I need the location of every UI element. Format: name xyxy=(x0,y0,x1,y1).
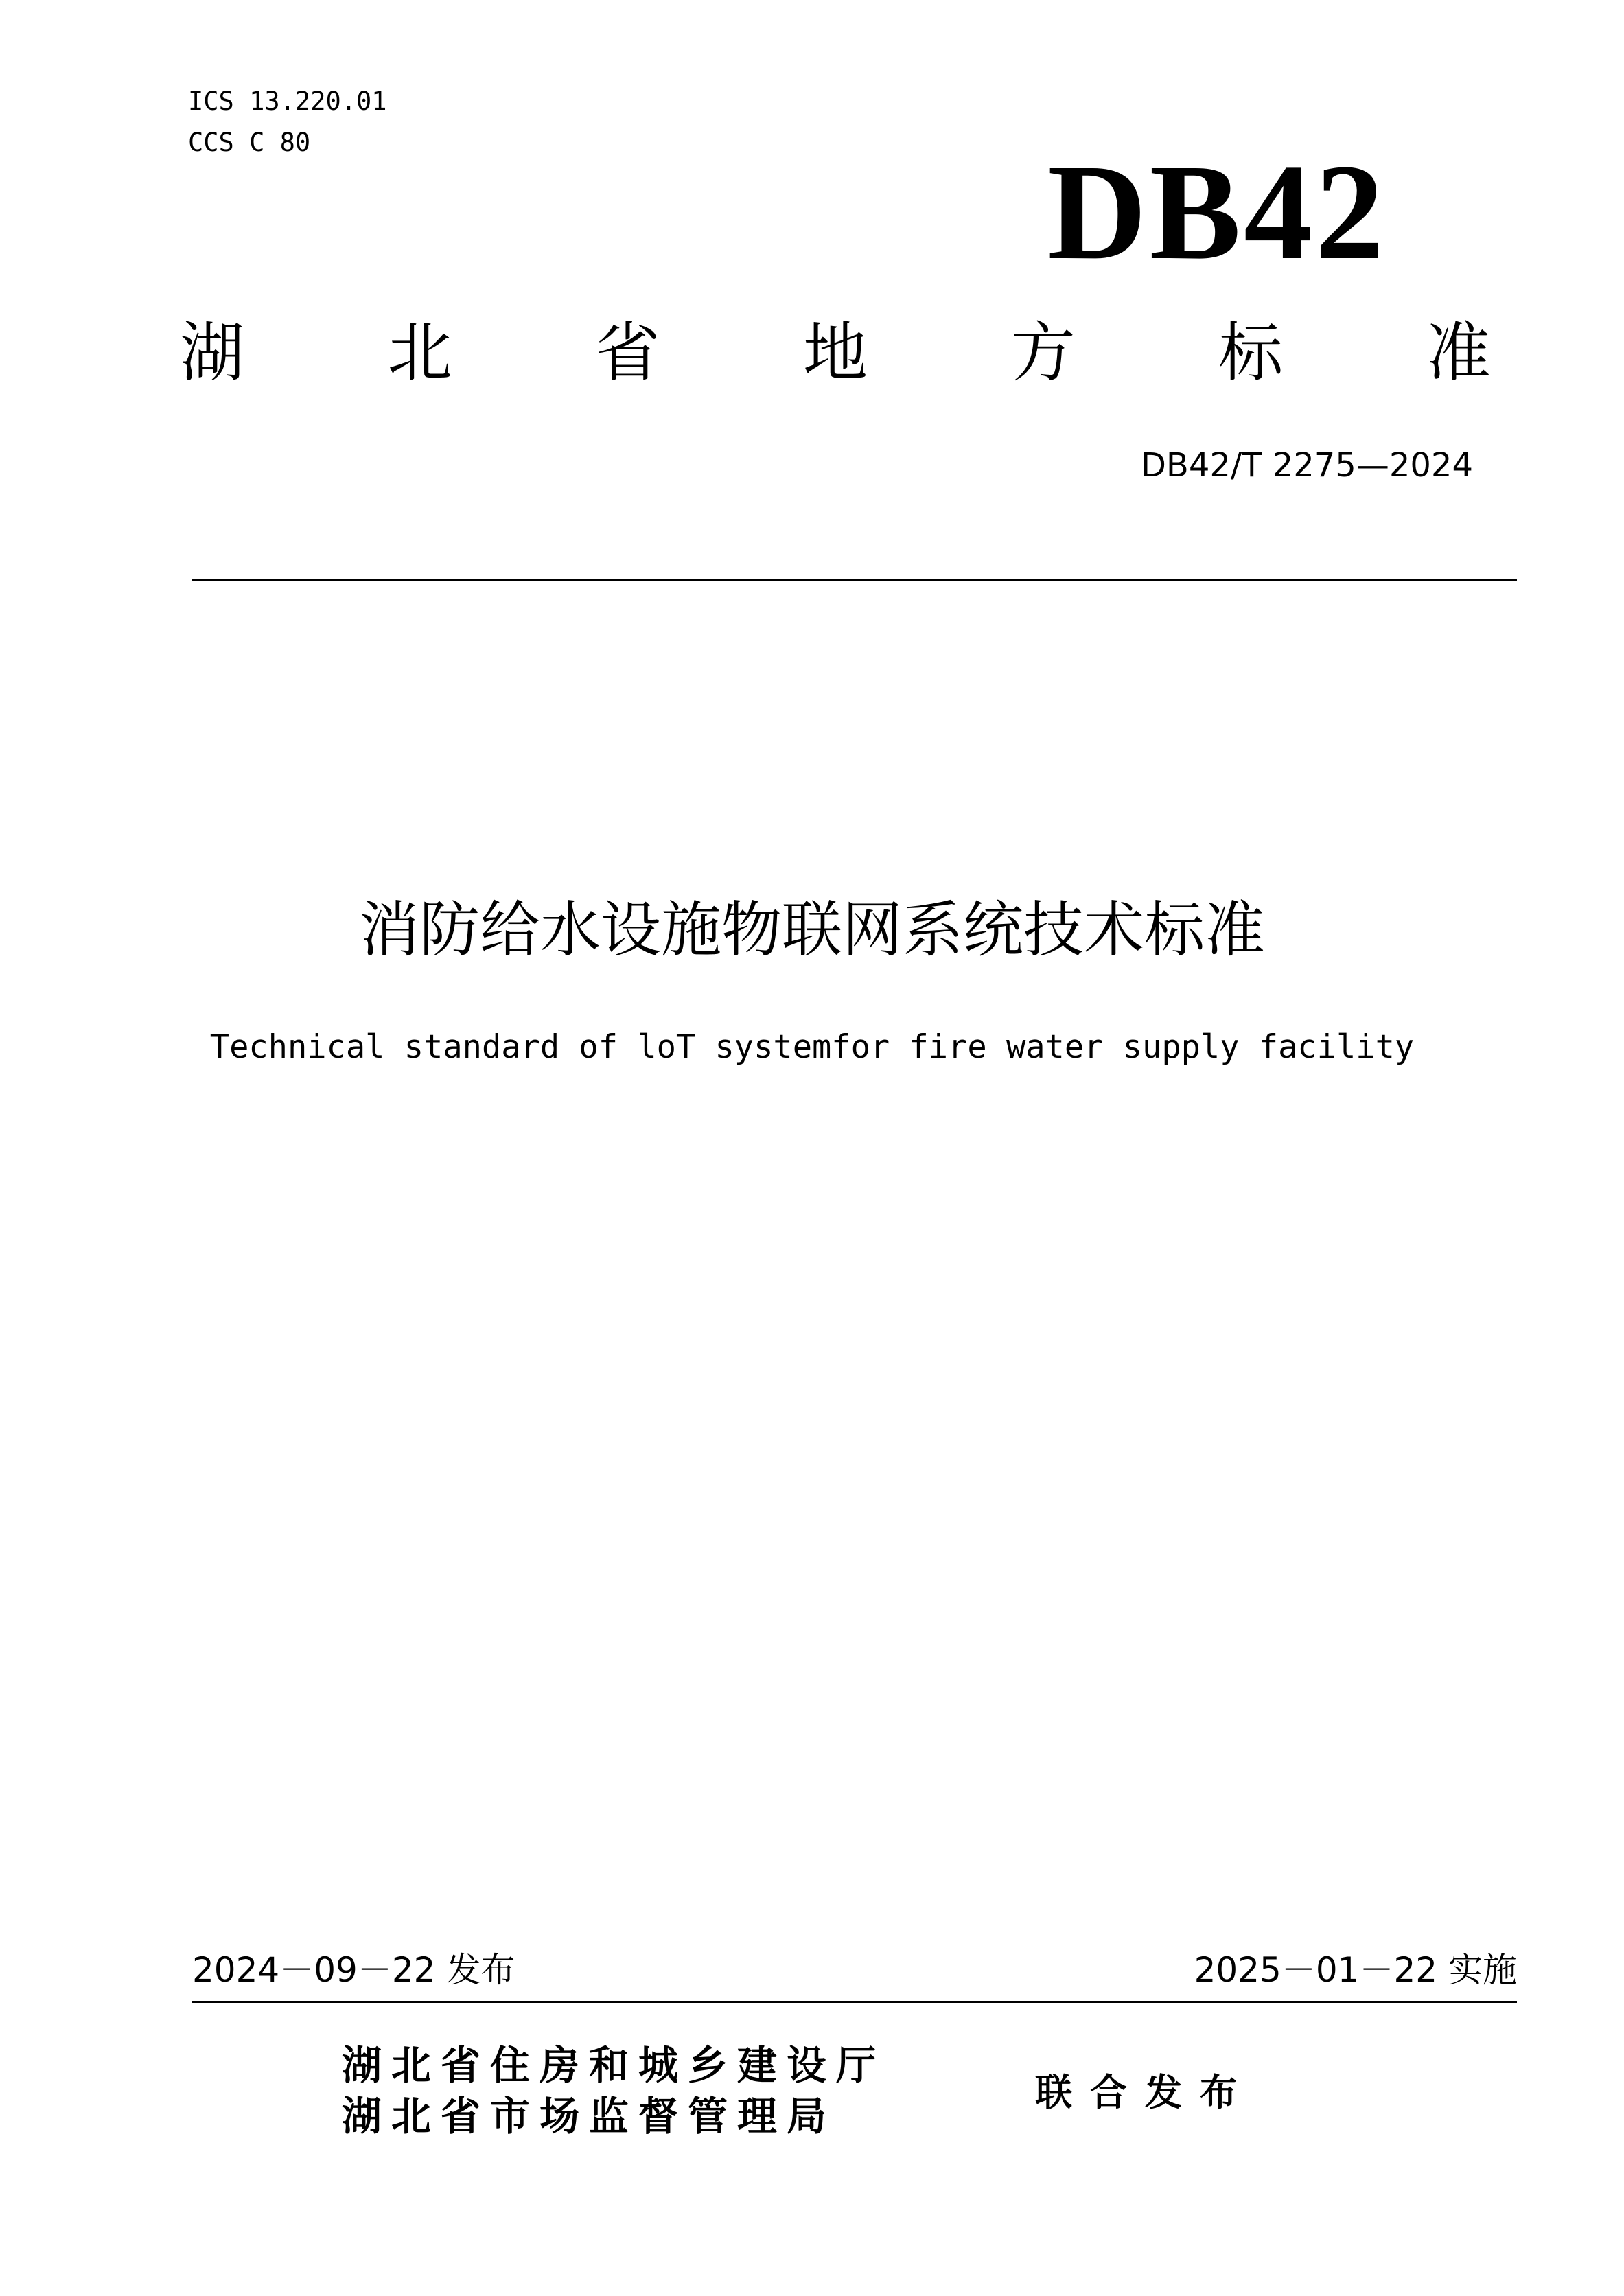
category-char: 湖 xyxy=(180,316,245,391)
effective-date: 2025－01－22 实施 xyxy=(1194,1950,1517,1990)
classification-codes xyxy=(188,81,387,163)
document-title: 消防给水设施物联网系统技术标准 xyxy=(358,894,1265,965)
category-char: 标 xyxy=(1218,316,1284,391)
category-char: 省 xyxy=(595,316,660,391)
bottom-divider xyxy=(192,2001,1517,2003)
top-divider xyxy=(192,579,1517,581)
document-subtitle-english: Technical standard of loT systemfor fire water supply facility xyxy=(209,1028,1415,1066)
standard-prefix: DB42 xyxy=(1047,137,1387,288)
standard-number: DB42/T 2275—2024 xyxy=(1140,446,1473,485)
ics-code: ICS 13.220.01 xyxy=(188,86,387,116)
joint-release-label: 联合发布 xyxy=(1035,2071,1255,2114)
issuer-line: 湖北省住房和城乡建设厅 xyxy=(342,2042,886,2089)
issuer-line: 湖北省市场监督管理局 xyxy=(342,2093,837,2140)
standard-category-heading xyxy=(180,312,1491,395)
issuing-authorities xyxy=(342,2040,885,2142)
category-char: 方 xyxy=(1010,316,1076,391)
ccs-code: CCS C 80 xyxy=(188,128,311,157)
category-char: 北 xyxy=(387,316,452,391)
category-char: 准 xyxy=(1426,316,1491,391)
issue-date: 2024－09－22 发布 xyxy=(192,1950,515,1990)
category-char: 地 xyxy=(802,316,868,391)
